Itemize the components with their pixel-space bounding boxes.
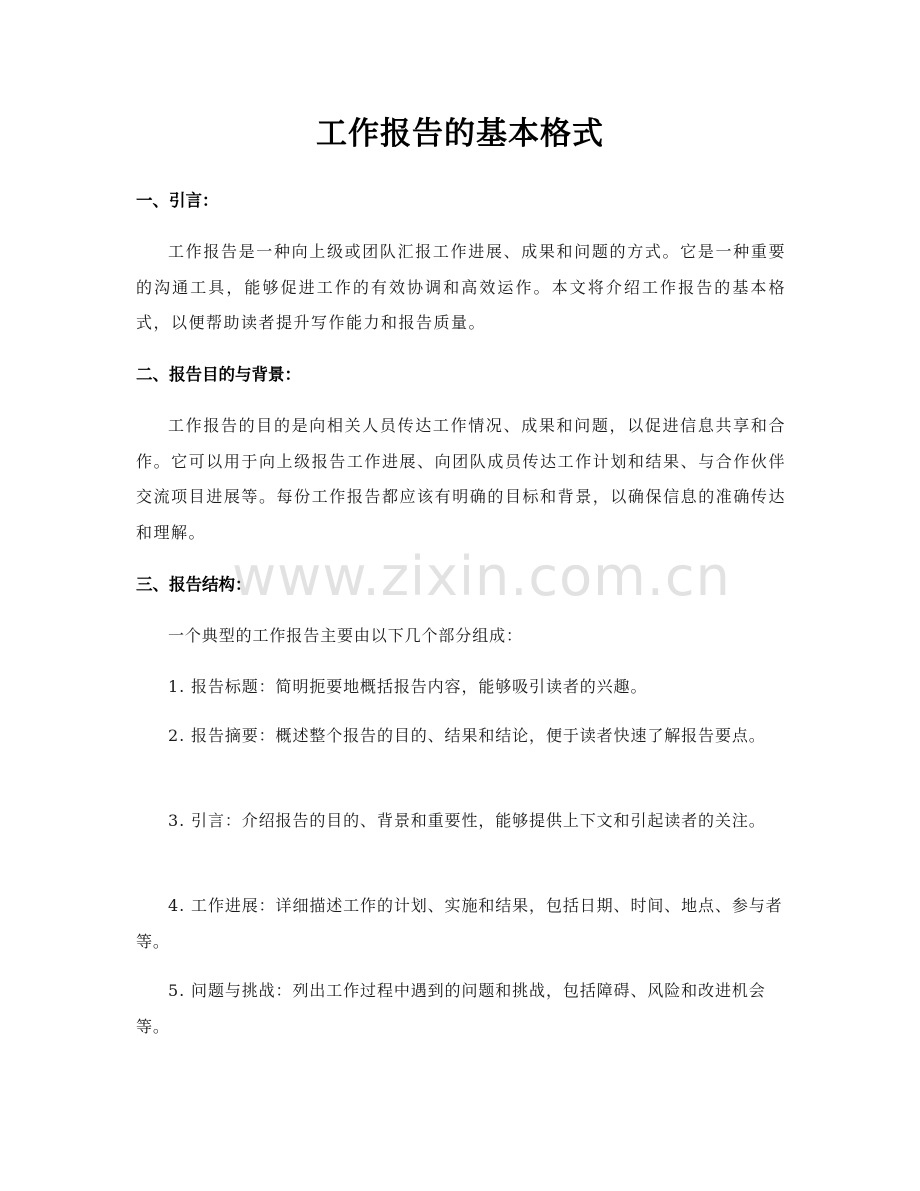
section-heading-structure: 三、报告结构： — [136, 575, 252, 594]
list-item: 4. 工作进展：详细描述工作的计划、实施和结果，包括日期、时间、地点、参与者等。 — [136, 896, 783, 951]
section-paragraph: 工作报告的目的是向相关人员传达工作情况、成果和问题，以促进信息共享和合作。它可以用于向上级报告工作进展、向团队成员传达工作计划和结果、与合作伙伴交流项目进展等。每份工作报告都应该有明确的目标和背景，以确保信息的准确传达和理解。 — [136, 416, 786, 542]
section-paragraph: 工作报告是一种向上级或团队汇报工作进展、成果和问题的方式。它是一种重要的沟通工具，能够促进工作的有效协调和高效运作。本文将介绍工作报告的基本格式，以便帮助读者提升写作能力和报告质量。 — [136, 242, 786, 332]
watermark-text: www.zixin.com.cn — [232, 545, 731, 608]
section-heading-purpose-background: 二、报告目的与背景： — [136, 365, 301, 384]
list-item: 2. 报告摘要：概述整个报告的目的、结果和结论，便于读者快速了解报告要点。 — [168, 726, 766, 745]
list-item: 5. 问题与挑战：列出工作过程中遇到的问题和挑战，包括障碍、风险和改进机会等。 — [136, 981, 766, 1036]
section-heading-introduction: 一、引言： — [136, 191, 219, 210]
list-item: 1. 报告标题：简明扼要地概括报告内容，能够吸引读者的兴趣。 — [168, 677, 648, 696]
document-title: 工作报告的基本格式 — [316, 116, 604, 152]
list-item: 3. 引言：介绍报告的目的、背景和重要性，能够提供上下文和引起读者的关注。 — [168, 811, 766, 830]
structure-intro: 一个典型的工作报告主要由以下几个部分组成： — [168, 626, 523, 645]
